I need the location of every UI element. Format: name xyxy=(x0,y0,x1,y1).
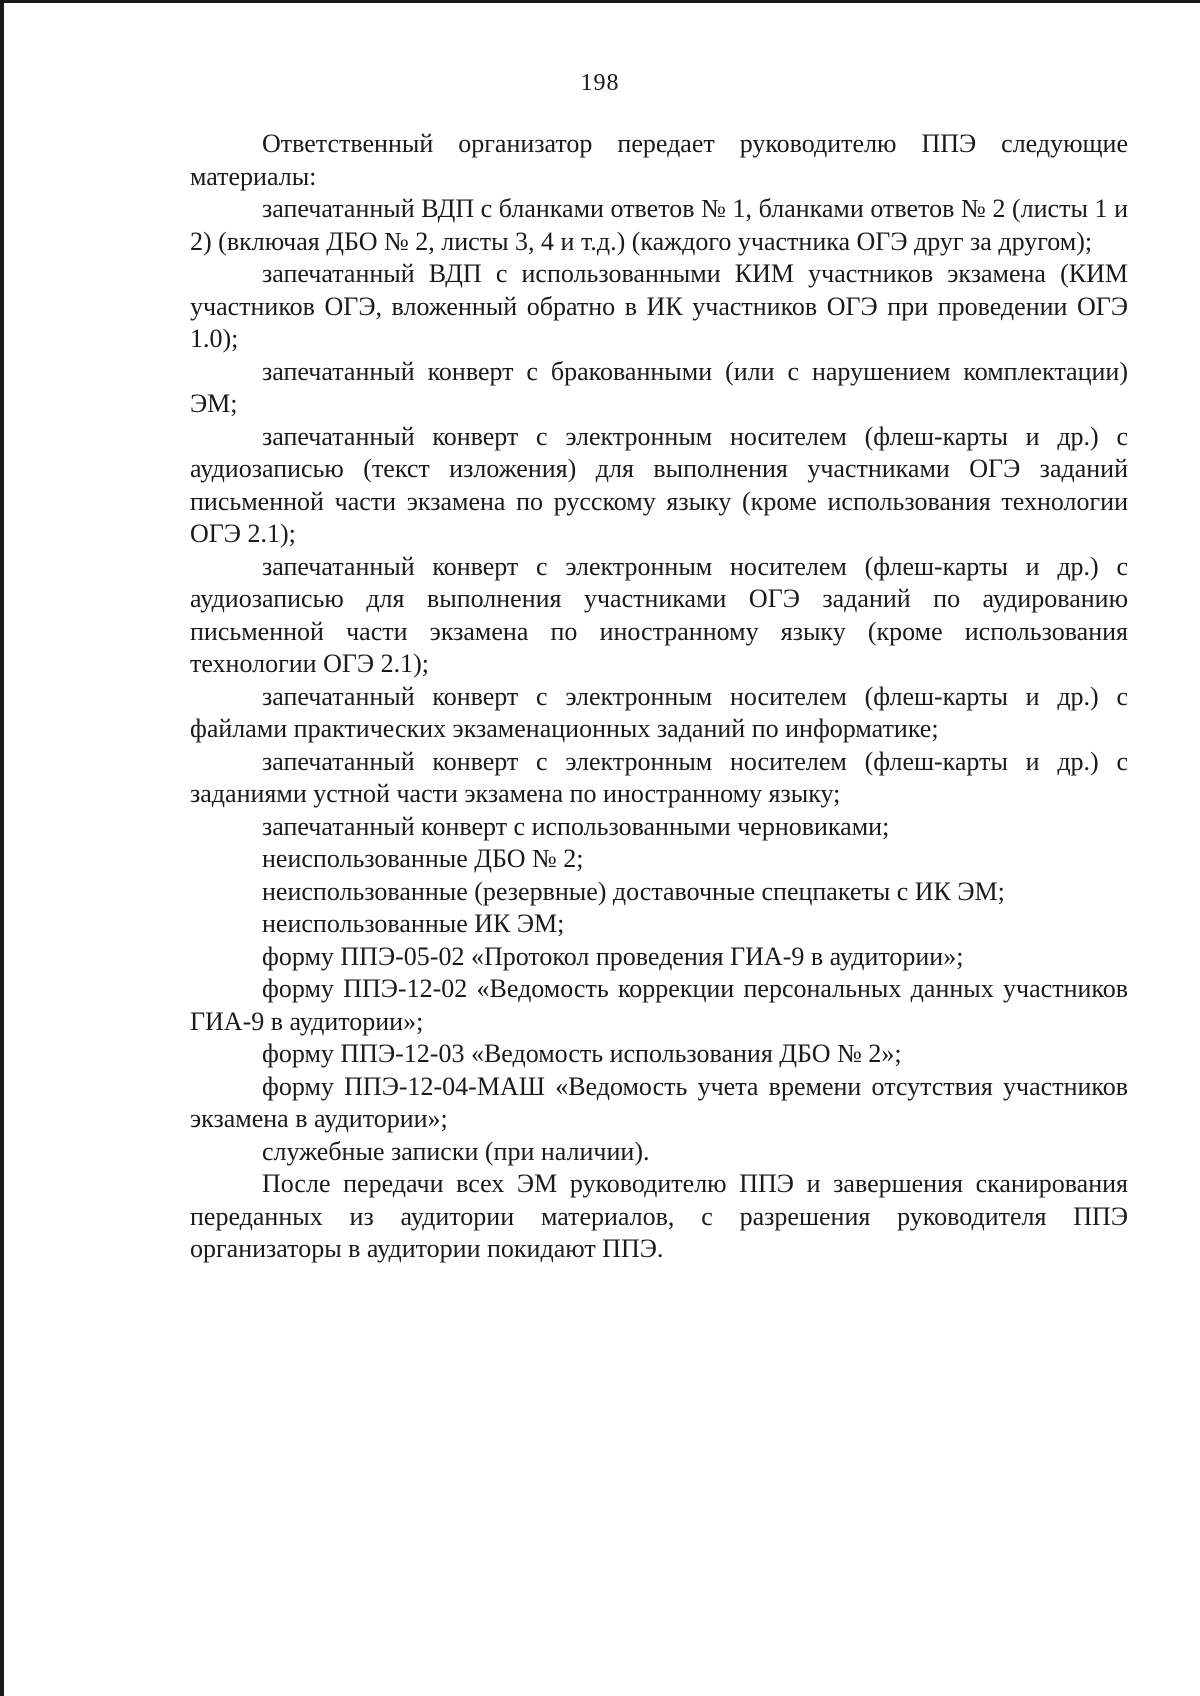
document-body xyxy=(190,128,1128,1266)
list-item-form-12-04: форму ППЭ-12-04-МАШ «Ведомость учета времени отсутствия участников экзамена в аудитории»; xyxy=(190,1071,1128,1133)
list-item-reserve-packages: неиспользованные (резервные) доставочные спецпакеты с ИК ЭМ; xyxy=(262,876,1005,906)
list-item-drafts: запечатанный конверт с использованными черновиками; xyxy=(262,811,890,841)
list-item-used-kim: запечатанный ВДП с использованными КИМ участников экзамена (КИМ участников ОГЭ, вложенный обратно в ИК участников ОГЭ при проведении ОГЭ 1.0); xyxy=(190,259,1128,353)
list-item-form-12-02: форму ППЭ-12-02 «Ведомость коррекции персональных данных участников ГИА-9 в аудитории»; xyxy=(190,974,1128,1036)
list-item-unused-ik: неиспользованные ИК ЭМ; xyxy=(262,909,565,938)
list-item-russian-audio: запечатанный конверт с электронным носителем (флеш-карты и др.) с аудиозаписью (текст изложения) для выполнения участниками ОГЭ заданий письменной части экзамена по русскому языку (кроме использования технологии ОГЭ 2.1); xyxy=(190,421,1128,548)
list-item-informatics-files: запечатанный конверт с электронным носителем (флеш-карты и др.) с файлами практических экзаменационных заданий по информатике; xyxy=(190,681,1128,743)
list-item-unused-dbo: неиспользованные ДБО № 2; xyxy=(262,844,584,873)
list-item-answer-forms: запечатанный ВДП с бланками ответов № 1, бланками ответов № 2 (листы 1 и 2) (включая ДБО № 2, листы 3, 4 и т.д.) (каждого участника ОГЭ друг за другом); xyxy=(190,194,1128,256)
paragraph-closing: После передачи всех ЭМ руководителю ППЭ и завершения сканирования переданных из аудитории материалов, с разрешения руководителя ППЭ организаторы в аудитории покидают ППЭ. xyxy=(190,1169,1128,1263)
scan-top-edge xyxy=(0,0,1200,3)
page-number: 198 xyxy=(580,70,620,96)
list-item-form-05-02: форму ППЭ-05-02 «Протокол проведения ГИА-9 в аудитории»; xyxy=(262,941,964,971)
list-item-foreign-audio: запечатанный конверт с электронным носителем (флеш-карты и др.) с аудиозаписью для выполнения участниками ОГЭ заданий по аудированию письменной части экзамена по иностранному языку (кроме использования технологии ОГЭ 2.1); xyxy=(190,551,1128,678)
scan-left-edge xyxy=(0,0,4,1696)
list-item-defective-em: запечатанный конверт с бракованными (или с нарушением комплектации) ЭМ; xyxy=(190,356,1128,418)
list-item-oral-tasks: запечатанный конверт с электронным носителем (флеш-карты и др.) с заданиями устной части экзамена по иностранному языку; xyxy=(190,746,1128,808)
list-item-memos: служебные записки (при наличии). xyxy=(262,1136,650,1166)
paragraph-intro: Ответственный организатор передает руководителю ППЭ следующие материалы: xyxy=(190,129,1128,191)
list-item-form-12-03: форму ППЭ-12-03 «Ведомость использования ДБО № 2»; xyxy=(262,1039,902,1068)
